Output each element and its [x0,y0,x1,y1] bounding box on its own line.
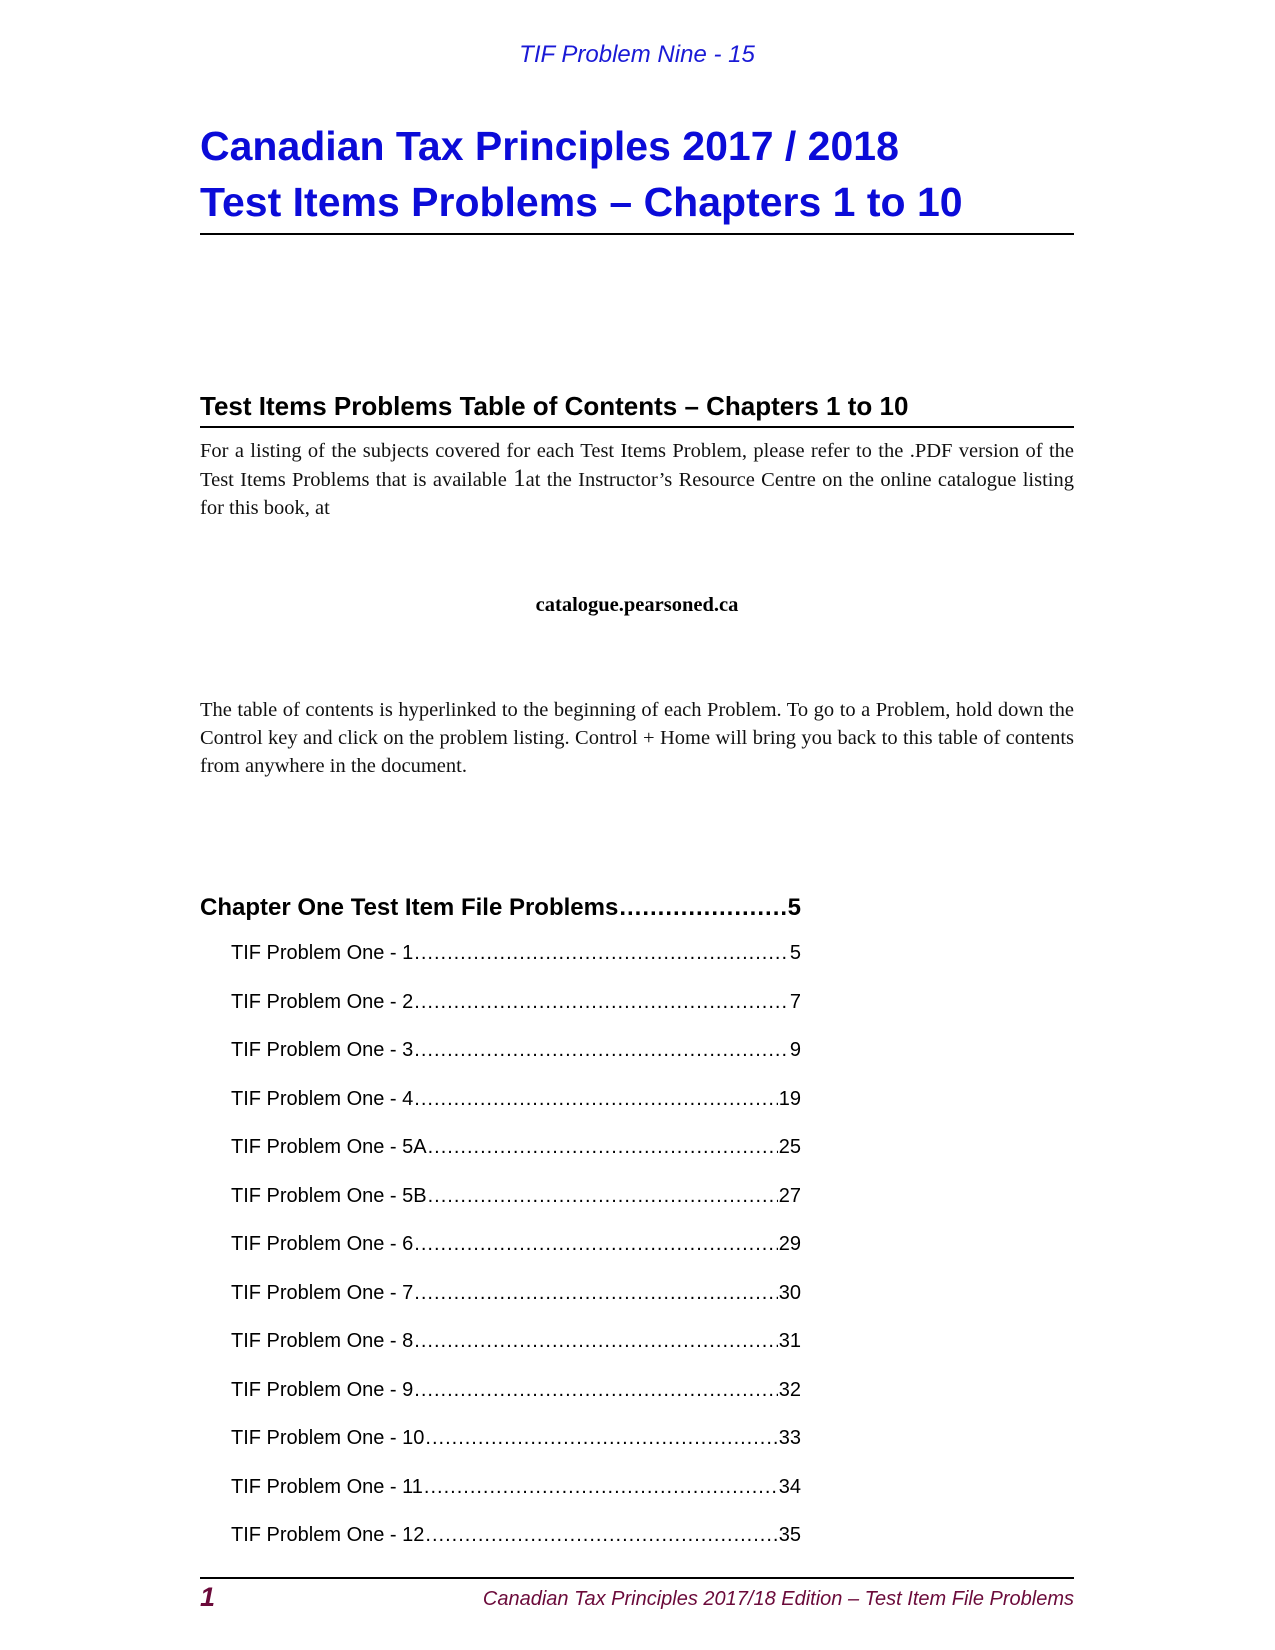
toc-entry-label: TIF Problem One - 8 [231,1330,414,1352]
toc-entry-label: TIF Problem One - 6 [231,1233,414,1255]
toc-entry-label: TIF Problem One - 7 [231,1281,414,1304]
toc-leader-dots [424,1476,778,1499]
toc-entry-label: TIF Problem One - 5A [231,1136,427,1158]
toc-entry-page: 25 [778,1136,801,1158]
toc-entry-page: 9 [789,1039,801,1061]
toc-entry-link[interactable] [200,1282,801,1331]
toc-entry-page: 19 [778,1087,801,1110]
toc-entry-link[interactable] [200,1524,801,1573]
instructions-paragraph: The table of contents is hyperlinked to the beginning of each Problem. To go to a Problem, hold down the Control key and click on the problem listing. Control + Home will bring you back to this table of contents from anywhere in the document. [200,699,1074,777]
toc-entry-label: TIF Problem One - 5B [231,1184,427,1207]
toc-list [200,894,801,1573]
toc-entry-page: 7 [789,990,801,1013]
footer-title: Canadian Tax Principles 2017/18 Edition – Test Item File Problems [482,1588,1074,1610]
toc-entry-link[interactable] [200,942,801,991]
intro-text-a: For a listing of the subjects covered for each Test Items Problem, please refer to the .PDF version of the Test Items Problems that is available [200,440,1074,491]
footer-rule [200,1577,1074,1579]
intro-paragraph [200,437,1074,522]
toc-leader-dots [425,1524,777,1547]
toc-entry-link[interactable] [200,1330,801,1379]
toc-entry-link[interactable] [200,1233,801,1282]
toc-entry-link[interactable] [200,1039,801,1088]
toc-leader-dots [414,1233,777,1256]
toc-entry-link[interactable] [200,1136,801,1185]
toc-entry-link[interactable] [200,1088,801,1137]
toc-chapter-label: Chapter One Test Item File Problems [200,894,619,921]
toc-chapter-page: 5 [787,894,801,921]
toc-entry-label: TIF Problem One - 9 [231,1378,414,1401]
toc-leader-dots [428,1185,778,1208]
toc-entry-link[interactable] [200,991,801,1040]
toc-entry-page: 29 [778,1233,801,1255]
toc-leader-dots [414,1379,777,1402]
intro-text-b: at the Instructor’s Resource Centre on the online catalogue listing for this book, at [200,469,1074,519]
toc-leader-dots [428,1136,778,1159]
toc-entry-label: TIF Problem One - 4 [231,1087,414,1110]
toc-leader-dots [425,1427,777,1450]
toc-entry-page: 5 [789,942,801,964]
toc-leader-dots [414,1088,777,1111]
toc-leader-dots [414,991,789,1014]
toc-leader-dots [619,894,786,922]
toc-entry-label: TIF Problem One - 12 [231,1524,425,1546]
toc-entry-label: TIF Problem One - 11 [231,1475,423,1498]
toc-entry-page: 32 [778,1378,801,1401]
toc-entry-page: 34 [778,1475,801,1498]
footnote-marker: 1 [513,465,526,492]
toc-entry-page: 33 [778,1427,801,1449]
catalogue-link[interactable]: catalogue.pearsoned.ca [535,594,739,616]
document-title [200,118,1074,235]
toc-entry-link[interactable] [200,1476,801,1525]
toc-entry-link[interactable] [200,1185,801,1234]
title-line-2: Test Items Problems – Chapters 1 to 10 [200,179,963,225]
toc-entry-page: 27 [778,1184,801,1207]
toc-entry-page: 30 [778,1281,801,1304]
toc-heading: Test Items Problems Table of Contents – Chapters 1 to 10 [200,388,1074,428]
toc-entry-label: TIF Problem One - 2 [231,990,414,1013]
toc-entry-page: 31 [778,1330,801,1352]
toc-chapter-link[interactable] [200,894,801,934]
running-header: TIF Problem Nine - 15 [519,41,755,68]
title-line-1: Canadian Tax Principles 2017 / 2018 [200,123,899,169]
toc-entry-page: 35 [778,1524,801,1546]
toc-entry-label: TIF Problem One - 3 [231,1039,414,1061]
footer-page-number: 1 [200,1582,216,1612]
toc-entry-link[interactable] [200,1379,801,1428]
toc-entries [200,942,801,1573]
toc-leader-dots [414,1282,777,1305]
toc-entry-label: TIF Problem One - 1 [231,942,414,964]
toc-leader-dots [414,1039,789,1062]
toc-leader-dots [414,942,789,965]
toc-leader-dots [414,1330,777,1353]
toc-entry-label: TIF Problem One - 10 [231,1427,425,1449]
toc-entry-link[interactable] [200,1427,801,1476]
